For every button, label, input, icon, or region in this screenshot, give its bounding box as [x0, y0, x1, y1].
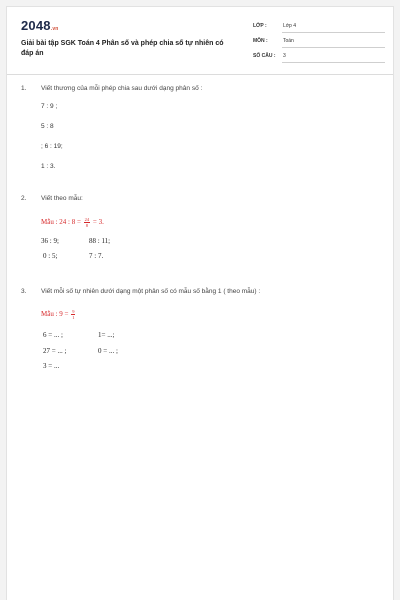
example-fraction [71, 309, 75, 320]
question-2-number: 2. [21, 195, 27, 202]
meta-question-count-value: 3 [282, 51, 385, 63]
logo-text: 2048 [21, 18, 51, 33]
meta-question-count-label: SỐ CÂU : [253, 53, 276, 59]
question-3-item: 1= ...; [98, 331, 115, 339]
site-logo[interactable] [21, 18, 59, 33]
question-3-item: 6 = ... ; [43, 331, 63, 339]
meta-subject-label: MÔN : [253, 38, 268, 44]
question-1-number: 1. [21, 85, 27, 92]
question-2-example [41, 217, 104, 228]
question-3-item: 0 = ... ; [98, 347, 118, 355]
question-3-item: 3 = ... [43, 362, 60, 370]
question-3-example [41, 309, 76, 320]
example-result: = 3. [92, 218, 104, 227]
question-1-item: 7 : 9 ; [41, 103, 58, 110]
question-1-text: Viết thương của mỗi phép chia sau dưới dạng phân số : [41, 85, 203, 92]
question-2-item: 36 : 9; [41, 237, 59, 245]
meta-subject [253, 36, 385, 49]
question-3-text: Viết mỗi số tự nhiên dưới dạng một phân số có mẫu số bằng 1 ( theo mẫu) : [41, 288, 261, 295]
question-2-item: 0 : 5; [43, 252, 58, 260]
example-label: Mẫu : 9 = [41, 310, 69, 319]
worksheet-page [6, 6, 394, 600]
worksheet-header [7, 7, 393, 75]
question-1-item: ; 6 : 19; [41, 143, 63, 150]
meta-grade-value: Lớp 4 [282, 21, 385, 33]
meta-grade [253, 21, 385, 34]
question-2-item: 88 : 11; [89, 237, 111, 245]
fraction-denominator: 1 [72, 315, 75, 320]
fraction-numerator: 9 [72, 309, 75, 314]
question-3-number: 3. [21, 288, 27, 295]
fraction-denominator: 8 [85, 223, 89, 228]
question-1-item: 5 : 8 [41, 123, 54, 130]
meta-subject-value: Toán [282, 36, 385, 48]
question-1-item: 1 : 3. [41, 163, 56, 170]
question-3-item: 27 = ... ; [43, 347, 67, 355]
meta-grade-label: LỚP : [253, 23, 267, 29]
document-title: Giải bài tập SGK Toán 4 Phân số và phép chia số tự nhiên có đáp án [21, 40, 224, 57]
logo-suffix: .vn [50, 26, 59, 32]
meta-question-count [253, 51, 385, 64]
example-label: Mẫu : 24 : 8 = [41, 218, 81, 227]
question-2-item: 7 : 7. [89, 252, 104, 260]
fraction-numerator: 24 [84, 217, 90, 222]
example-fraction [84, 217, 91, 228]
question-2-text: Viết theo mẫu: [41, 195, 83, 202]
